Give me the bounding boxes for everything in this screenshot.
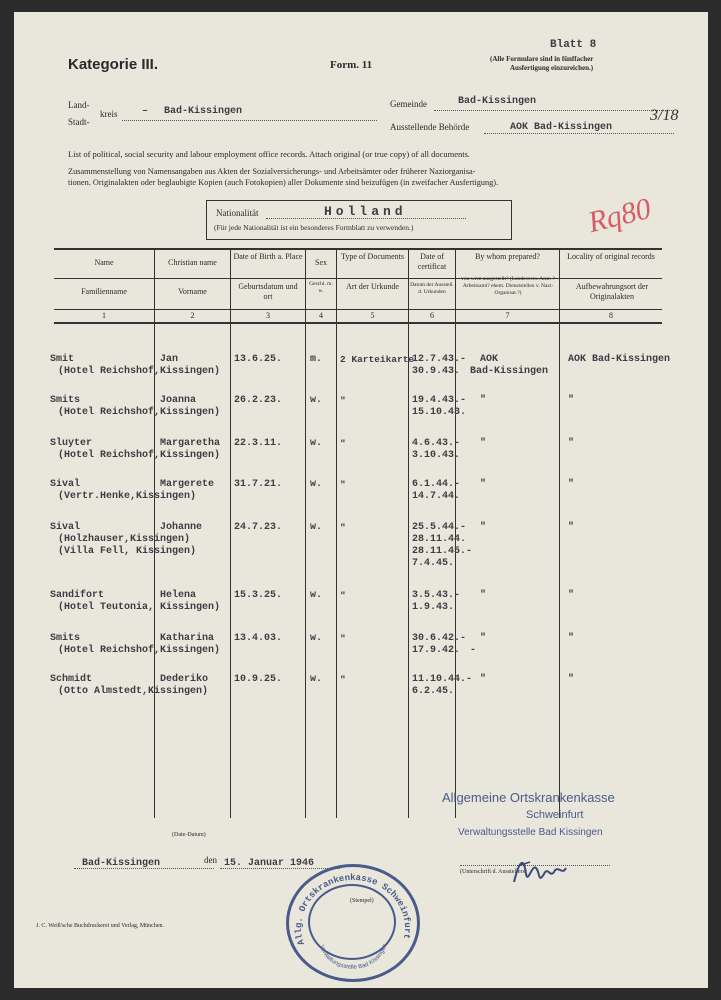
row-document-type: "	[340, 590, 346, 601]
row-date-of-birth: 26.2.23.	[234, 395, 283, 406]
row-date-of-birth: 24.7.23.	[234, 522, 283, 533]
row-prepared-by: "	[480, 674, 487, 685]
row-date-of-birth: 13.4.03.	[234, 633, 283, 644]
row-name-detail: (Hotel Reichshof,Kissingen)	[58, 450, 221, 461]
row-record-locality: AOK Bad-Kissingen	[568, 354, 671, 365]
col-6-en: Date of certificat	[417, 252, 447, 271]
row-name-detail: (Vertr.Henke,Kissingen)	[58, 491, 197, 502]
row-name: Sival	[50, 479, 81, 490]
col-3-en: Date of Birth a. Place	[233, 252, 303, 261]
row-name-detail: (Otto Almstedt,Kissingen)	[58, 686, 209, 697]
row-certificate-date: 15.10.43.	[412, 407, 467, 418]
row-prepared-by: "	[480, 479, 487, 490]
col-2-de: Vorname	[178, 287, 207, 296]
blatt-note-1: (Alle Formulare sind in fünffacher	[490, 55, 594, 63]
row-record-locality: "	[568, 590, 575, 601]
form-number: Form. 11	[330, 59, 373, 71]
row-certificate-date: 28.11.45.-	[412, 546, 473, 557]
row-prepared-by-detail: -	[470, 645, 477, 656]
footer-den: den	[204, 855, 217, 865]
row-name-detail: (Hotel Teutonia, Kissingen)	[58, 602, 221, 613]
col-1-en: Name	[94, 258, 114, 267]
row-record-locality: "	[568, 395, 575, 406]
row-document-type: "	[340, 479, 346, 490]
nationality-note: (Für jede Nationalität ist ein besonderes Formblatt zu verwenden.)	[214, 223, 414, 232]
row-name: Sandifort	[50, 590, 105, 601]
row-first-name: Jan	[160, 354, 179, 365]
row-certificate-date: 12.7.43.-	[412, 354, 467, 365]
row-first-name: Margaretha	[160, 438, 221, 449]
row-sex: m.	[310, 354, 323, 365]
row-name: Sival	[50, 522, 81, 533]
col-1-num: 1	[102, 311, 106, 320]
instructions-english: List of political, social security and labour employment office records. Attach original (or true copy) of all documents.	[68, 149, 471, 159]
row-name-detail-2: (Villa Fell, Kissingen)	[58, 546, 197, 557]
instructions-german-1: Zusammenstellung von Namensangaben aus Akten der Sozialversicherungs- und Arbeitsämter oder früherer Naziorganisa-	[68, 167, 476, 176]
row-record-locality: "	[568, 522, 575, 533]
row-certificate-date: 7.4.45.	[412, 558, 455, 569]
row-name: Schmidt	[50, 674, 93, 685]
blatt-number: Blatt 8	[550, 39, 597, 51]
row-sex: w.	[310, 395, 323, 406]
row-certificate-date: 25.5.44.-	[412, 522, 467, 533]
col-7-en: By whom prepared?	[475, 252, 540, 261]
row-record-locality: "	[568, 438, 575, 449]
col-5-num: 5	[370, 311, 375, 320]
col-7-num: 7	[505, 311, 510, 320]
col-3-num: 3	[266, 311, 270, 320]
row-document-type: "	[340, 633, 346, 644]
handwritten-signature	[510, 854, 570, 890]
row-document-type: 2 Karteikarte	[340, 354, 415, 365]
row-name-detail: (Hotel Reichshof,Kissingen)	[58, 366, 221, 377]
col-5-de: Art der Urkunde	[346, 282, 399, 291]
gemeinde-label: Gemeinde	[390, 99, 427, 109]
row-date-of-birth: 31.7.21.	[234, 479, 283, 490]
behoerde-label: Ausstellende Behörde	[390, 122, 470, 132]
authority-stamp-line-1: Allgemeine Ortskrankenkasse	[442, 790, 615, 805]
row-prepared-by: "	[480, 438, 487, 449]
signature-label: (Unterschrift d. Ausstellers)	[460, 869, 527, 875]
row-prepared-by: "	[480, 590, 487, 601]
row-first-name: Joanna	[160, 395, 197, 406]
col-1-de: Familienname	[81, 287, 127, 296]
row-certificate-date: 30.9.43.	[412, 366, 461, 377]
row-first-name: Margerete	[160, 479, 215, 490]
row-sex: w.	[310, 590, 323, 601]
row-certificate-date: 1.9.43.	[412, 602, 455, 613]
row-document-type: "	[340, 438, 346, 449]
stadt-label: Stadt-	[68, 117, 90, 127]
row-record-locality: "	[568, 479, 575, 490]
row-certificate-date: 14.7.44.	[412, 491, 461, 502]
col-4-en: Sex	[315, 258, 327, 267]
col-2-en: Christian name	[168, 258, 217, 267]
row-date-of-birth: 15.3.25.	[234, 590, 283, 601]
row-name-detail: (Holzhauser,Kissingen)	[58, 534, 191, 545]
row-record-locality: "	[568, 633, 575, 644]
row-prepared-by-detail: Bad-Kissingen	[470, 366, 549, 377]
footer-place: Bad-Kissingen	[82, 858, 161, 869]
stempel-label: (Stempel)	[350, 898, 374, 904]
gemeinde-value: Bad-Kissingen	[458, 96, 537, 107]
col-2-num: 2	[190, 311, 195, 320]
row-name-detail: (Hotel Reichshof,Kissingen)	[58, 407, 221, 418]
row-sex: w.	[310, 674, 323, 685]
row-certificate-date: 28.11.44.	[412, 534, 467, 545]
col-6-de: Datum der Ausstell. d. Urkunden	[410, 282, 454, 295]
col-8-num: 8	[609, 311, 613, 320]
col-8-de: Aufbewahrungsort der Originalakten	[575, 282, 649, 301]
row-document-type: "	[340, 674, 346, 685]
row-date-of-birth: 13.6.25.	[234, 354, 283, 365]
row-name: Smit	[50, 354, 75, 365]
date-label: (Date-Datum)	[172, 832, 206, 838]
land-label: Land-	[68, 100, 90, 110]
row-sex: w.	[310, 438, 323, 449]
row-certificate-date: 19.4.43.-	[412, 395, 467, 406]
nationality-value: Holland	[324, 204, 407, 219]
row-certificate-date: 3.5.43.-	[412, 590, 461, 601]
authority-stamp-line-3: Verwaltungsstelle Bad Kissingen	[458, 827, 603, 838]
row-first-name: Helena	[160, 590, 197, 601]
col-6-num: 6	[430, 311, 434, 320]
row-certificate-date: 4.6.43.-	[412, 438, 461, 449]
row-date-of-birth: 22.3.11.	[234, 438, 283, 449]
row-first-name: Johanne	[160, 522, 203, 533]
instructions-german-2: tionen. Originalakten oder beglaubigte Kopien (auch Fotokopien) aller Dokumente sind beizufügen (in zweifacher Ausfertigung).	[68, 178, 499, 187]
col-7-sub: von wem ausgestellt? (Landesvers. Anst. ? Arbeitsamt? ehem. Dienststellen v. Nazi-Organisat.?)	[461, 276, 555, 296]
round-stamp-outer-text: Allg. Ortskrankenkasse Schweinfurt	[293, 872, 413, 947]
row-sex: w.	[310, 479, 323, 490]
row-prepared-by: "	[480, 633, 487, 644]
row-name: Smits	[50, 633, 81, 644]
authority-stamp-line-2: Schweinfurt	[526, 809, 584, 821]
row-prepared-by: AOK	[480, 354, 499, 365]
row-name: Sluyter	[50, 438, 93, 449]
row-sex: w.	[310, 522, 323, 533]
row-name: Smits	[50, 395, 81, 406]
col-4-de: Geschl. m. w.	[309, 281, 333, 294]
row-certificate-date: 11.10.44.-	[412, 674, 473, 685]
row-date-of-birth: 10.9.25.	[234, 674, 283, 685]
blatt-note-2: Ausfertigung einzureichen.)	[510, 64, 594, 72]
row-record-locality: "	[568, 674, 575, 685]
behoerde-value: AOK Bad-Kissingen	[510, 122, 613, 133]
round-stamp-inner-text: Verwaltungsstelle Bad Kissingen	[318, 943, 389, 971]
row-document-type: "	[340, 395, 346, 406]
row-prepared-by: "	[480, 522, 487, 533]
footer-date: 15. Januar 1946	[224, 858, 315, 869]
row-first-name: Katharina	[160, 633, 215, 644]
row-document-type: "	[340, 522, 346, 533]
kreis-label: kreis	[100, 109, 118, 119]
printer-imprint: J. C. Weiß'sche Buchdruckerei und Verlag, München.	[36, 923, 165, 929]
col-8-en: Locality of original records	[567, 252, 655, 261]
row-certificate-date: 30.6.42.-	[412, 633, 467, 644]
row-sex: w.	[310, 633, 323, 644]
row-prepared-by: "	[480, 395, 487, 406]
red-handwritten-mark: Rq80	[584, 191, 655, 240]
form-page: Kategorie III. Form. 11 Blatt 8 (Alle Formulare sind in fünffacher Ausfertigung einzureichen.) Land- Stadt- kreis – Bad-Kissingen Gemeinde Bad-Kissingen Ausstellende Behörde AOK Bad-Kissingen 3/18 List of political, social security and labour employment office records. Attach original (or true copy) of all documents. Zusammenstellung von Namensangaben aus Akten der Sozialversicherungs- und Arbeitsämter oder früherer Naziorganisa- tionen. Originalakten oder beglaubigte Kopien (auch Fotokopien) aller Dokumente sind beizufügen (in zweifacher Ausfertigung). Nationalität Holland (Für jede Nationalität ist ein besonderes Formblatt zu verwenden.) Rq80 Name Familienname 1 Christian name Vorname 2 Date of Birth a. Place Geburtsdatum und ort 3 Sex Geschl. m. w. 4 Type of Documents Art der Urkunde 5 Date of certificat Datum der Ausstell. d. Urkunden 6 By whom prepared? von wem ausgestellt? (Landesvers. Anst. ? Arbeitsamt? ehem. Dienststellen v. Nazi-Organisat.?) 7 Locality of original records Aufbewahrungsort der Originalakten 8 Smit (Hotel Reichshof,Kissingen) Jan 13.6.25. m. 2 Karteikarte 12.7.43.- 30.9.43. AOK Bad-Kissingen AOK Bad-Kissingen Smits (Hotel Reichshof,Kissingen) Joanna 26.2.23. w. " 19.4.43.- 15.10.43. " " Sluyter (Hotel Reichshof,Kissingen) Margaretha 22.3.11. w. " 4.6.43.- 3.10.43. " " Sival (Vertr.Henke,Kissingen) Margerete 31.7.21. w. " 6.1.44.- 14.7.44. " " Sival (Holzhauser,Kissingen) (Villa Fell, Kissingen) Johanne 24.7.23. w. " 25.5.44.- 28.11.44. 28.11.45.- 7.4.45. " " Sandifort (Hotel Teutonia, Kissingen) Helena 15.3.25. w. " 3.5.43.- 1.9.43. " " Smits (Hotel Reichshof,Kissingen) Katharina 13.4.03. w. " 30.6.42.- 17.9.42. " - " Schmidt (Otto Almstedt,Kissingen) Dederiko 10.9.25. w. " 11.10.44.- 6.2.45. " " Allgemeine Ortskrankenkasse Schweinfurt Verwaltungsstelle Bad Kissingen (Date-Datum) Bad-Kissingen den 15. Januar 1946 (Unterschrift d. Ausstellers) (Stempel) J. C. Weiß'sche Buchdruckerei und Verlag, München. Allg. Ortskrankenkasse Schweinfurt Verwaltungsstelle Bad Kissingen	[14, 12, 708, 988]
kreis-value: Bad-Kissingen	[164, 106, 243, 117]
row-certificate-date: 17.9.42.	[412, 645, 461, 656]
col-4-num: 4	[319, 311, 323, 320]
row-certificate-date: 6.1.44.-	[412, 479, 461, 490]
row-certificate-date: 3.10.43.	[412, 450, 461, 461]
category-title: Kategorie III.	[68, 56, 159, 73]
handwritten-ref: 3/18	[650, 107, 679, 124]
row-first-name: Dederiko	[160, 674, 209, 685]
row-certificate-date: 6.2.45.	[412, 686, 455, 697]
col-5-en: Type of Documents	[341, 252, 404, 261]
row-name-detail: (Hotel Reichshof,Kissingen)	[58, 645, 221, 656]
nationality-label: Nationalität	[216, 208, 259, 218]
col-3-de: Geburtsdatum und ort	[238, 282, 298, 301]
